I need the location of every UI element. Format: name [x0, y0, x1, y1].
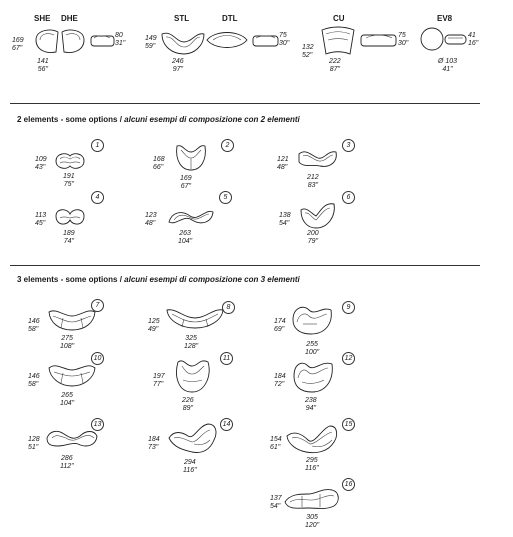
ev8-drawing	[420, 27, 446, 53]
option-depth: 146 58"	[28, 373, 40, 388]
composition-drawing	[290, 356, 336, 396]
option-number: 6	[342, 191, 355, 204]
dim-stl-width: 246 97"	[172, 58, 184, 73]
option-depth: 109 43"	[35, 156, 47, 171]
dim-stl-height: 149 59"	[145, 35, 157, 50]
option-number: 14	[220, 418, 233, 431]
option-width: 238 94"	[305, 397, 317, 412]
section-2-heading: 2 elements - some options / alcuni esempi di composizione con 2 elementi	[17, 115, 300, 124]
model-code-cu: CU	[333, 14, 345, 23]
dim-cu-depth: 75 30"	[398, 32, 409, 47]
cu-side-drawing	[360, 30, 398, 48]
model-code-she: SHE	[34, 14, 51, 23]
dim-stl-depth: 75 30"	[279, 32, 290, 47]
option-number: 2	[221, 139, 234, 152]
option-number: 7	[91, 299, 104, 312]
option-depth: 128 51"	[28, 436, 40, 451]
option-width: 305 120"	[305, 514, 320, 529]
option-depth: 197 77"	[153, 373, 165, 388]
dtl-drawing	[205, 28, 249, 54]
option-number: 5	[219, 191, 232, 204]
option-width: 263 104"	[178, 230, 193, 245]
option-number: 8	[222, 301, 235, 314]
dim-ev8-diameter: Ø 103 41"	[438, 58, 458, 73]
composition-drawing	[166, 204, 216, 230]
option-depth: 168 66"	[153, 156, 165, 171]
cu-drawing	[318, 24, 358, 56]
option-depth: 137 54"	[270, 495, 282, 510]
composition-drawing	[282, 486, 342, 512]
composition-drawing	[46, 306, 98, 334]
option-depth: 123 48"	[145, 212, 157, 227]
option-depth: 184 72"	[274, 373, 286, 388]
dim-she-width: 141 56"	[37, 58, 49, 73]
option-width: 189 74"	[63, 230, 75, 245]
composition-drawing	[172, 356, 214, 396]
section-3-heading: 3 elements - some options / alcuni esempi di composizione con 3 elementi	[17, 275, 300, 284]
option-width: 212 83"	[307, 174, 319, 189]
composition-drawing	[164, 306, 226, 332]
section-divider-2	[10, 103, 480, 104]
composition-drawing	[46, 358, 98, 388]
stl-side-drawing	[252, 32, 280, 48]
composition-drawing	[53, 206, 87, 228]
composition-drawing	[289, 302, 335, 338]
option-width: 295 116"	[305, 457, 319, 472]
option-width: 191 75"	[63, 173, 75, 188]
option-number: 16	[342, 478, 355, 491]
option-depth: 154 61"	[270, 436, 282, 451]
option-width: 200 79"	[307, 230, 319, 245]
model-code-stl: STL	[174, 14, 190, 23]
composition-drawing	[166, 420, 220, 458]
option-number: 4	[91, 191, 104, 204]
dim-she-depth: 80 31"	[115, 32, 126, 47]
she-dhe-drawing	[32, 26, 92, 56]
option-width: 286 112"	[60, 455, 74, 470]
option-depth: 138 54"	[279, 212, 291, 227]
option-number: 11	[220, 352, 233, 365]
dim-ev8-height: 41 16"	[468, 32, 479, 47]
option-width: 265 104"	[60, 392, 75, 407]
model-code-dtl: DTL	[222, 14, 238, 23]
dim-she-height: 169 67"	[12, 37, 24, 52]
option-depth: 174 69"	[274, 318, 286, 333]
option-width: 294 116"	[183, 459, 197, 474]
composition-drawing	[296, 146, 340, 172]
composition-drawing	[44, 424, 100, 452]
option-width: 275 108"	[60, 335, 75, 350]
composition-drawing	[173, 142, 209, 174]
option-depth: 184 73"	[148, 436, 160, 451]
model-code-dhe: DHE	[61, 14, 78, 23]
option-width: 255 100"	[305, 341, 320, 356]
option-depth: 125 49"	[148, 318, 160, 333]
ev8-side-drawing	[444, 32, 468, 46]
option-number: 15	[342, 418, 355, 431]
composition-drawing	[284, 422, 340, 456]
option-depth: 113 45"	[35, 212, 47, 227]
dim-cu-width: 222 87"	[329, 58, 341, 73]
composition-drawing	[53, 150, 87, 172]
option-width: 226 89"	[182, 397, 194, 412]
option-depth: 146 58"	[28, 318, 40, 333]
option-width: 169 67"	[180, 175, 192, 190]
option-number: 13	[91, 418, 104, 431]
stl-drawing	[160, 28, 206, 56]
composition-drawing	[298, 200, 338, 232]
dim-cu-height: 132 52"	[302, 44, 314, 59]
option-number: 1	[91, 139, 104, 152]
option-width: 325 128"	[184, 335, 199, 350]
section-divider-3	[10, 265, 480, 266]
model-code-ev8: EV8	[437, 14, 453, 23]
option-number: 3	[342, 139, 355, 152]
option-number: 10	[91, 352, 104, 365]
option-depth: 121 48"	[277, 156, 289, 171]
option-number: 9	[342, 301, 355, 314]
option-number: 12	[342, 352, 355, 365]
she-side-drawing	[90, 32, 116, 48]
